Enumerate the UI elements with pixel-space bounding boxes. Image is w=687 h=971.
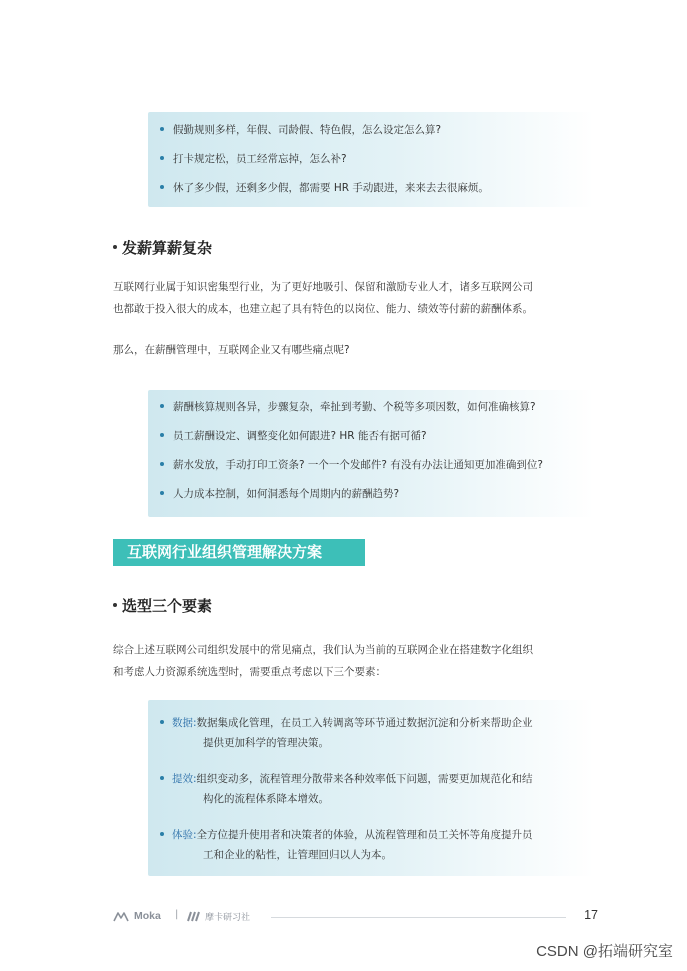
factor-key: 提效: bbox=[172, 773, 197, 785]
bullet-icon bbox=[160, 776, 164, 780]
callout-box-factors bbox=[148, 700, 594, 876]
factor-text: 数据集成化管理，在员工入转调离等环节通过数据沉淀和分析来帮助企业 bbox=[196, 717, 533, 729]
factor-key: 数据: bbox=[172, 717, 197, 729]
footer-divider bbox=[271, 917, 566, 918]
list-item-text: 休了多少假，还剩多少假，都需要 HR 手动跟进，来来去去很麻烦。 bbox=[173, 182, 489, 194]
list-item bbox=[160, 487, 399, 501]
bullet-icon bbox=[160, 156, 164, 160]
list-item bbox=[160, 123, 441, 137]
list-item bbox=[160, 429, 427, 443]
list-item-text: 员工薪酬设定、调整变化如何跟进? HR 能否有据可循? bbox=[173, 430, 427, 442]
bullet-icon bbox=[160, 404, 164, 408]
list-item-text: 薪水发放，手动打印工资条? 一个一个发邮件? 有没有办法让通知更加准确到位? bbox=[173, 459, 543, 471]
factor-text: 全方位提升使用者和决策者的体验，从流程管理和员工关怀等角度提升员 bbox=[196, 829, 533, 841]
bullet-icon bbox=[160, 491, 164, 495]
section-heading-payroll bbox=[113, 238, 212, 258]
heading-bullet-icon bbox=[113, 245, 117, 249]
list-item bbox=[160, 152, 347, 166]
paragraph-payroll-intro bbox=[113, 276, 533, 320]
paragraph-line: 那么，在薪酬管理中，互联网企业又有哪些痛点呢? bbox=[113, 344, 350, 356]
list-item-text: 人力成本控制，如何洞悉每个周期内的薪酬趋势? bbox=[173, 488, 400, 500]
paragraph-line: 也都敢于投入很大的成本，也建立起了具有特色的以岗位、能力、绩效等付薪的薪酬体系。 bbox=[113, 303, 533, 315]
page-footer bbox=[113, 906, 600, 928]
moka-lab-logo-icon bbox=[187, 911, 201, 922]
bullet-icon bbox=[160, 462, 164, 466]
footer-separator: | bbox=[175, 909, 179, 920]
bullet-icon bbox=[160, 185, 164, 189]
bullet-icon bbox=[160, 832, 164, 836]
factor-item-efficiency bbox=[160, 769, 533, 809]
paragraph-payroll-question bbox=[113, 339, 350, 361]
factor-item-experience bbox=[160, 825, 533, 865]
list-item bbox=[160, 181, 489, 195]
factor-text-continued: 构化的流程体系降本增效。 bbox=[203, 793, 329, 805]
list-item-text: 假勤规则多样，年假、司龄假、特色假，怎么设定怎么算? bbox=[173, 124, 442, 136]
bullet-icon bbox=[160, 720, 164, 724]
list-item-text: 薪酬核算规则各异，步骤复杂，牵扯到考勤、个税等多项因数，如何准确核算? bbox=[173, 401, 536, 413]
moka-lab-brand bbox=[187, 910, 250, 923]
section-heading-text: 发薪算薪复杂 bbox=[122, 239, 213, 257]
paragraph-line: 和考虑人力资源系统选型时，需要重点考虑以下三个要素： bbox=[113, 666, 386, 678]
brand-name: Moka bbox=[134, 910, 161, 922]
section-heading-text: 选型三个要素 bbox=[122, 597, 213, 615]
factor-item-data bbox=[160, 713, 533, 753]
page-number: 17 bbox=[584, 908, 598, 922]
section-heading-three-factors bbox=[113, 596, 212, 616]
callout-box-payroll-issues bbox=[148, 390, 594, 517]
moka-brand bbox=[113, 910, 161, 922]
paragraph-factors-intro bbox=[113, 639, 533, 683]
bullet-icon bbox=[160, 127, 164, 131]
section-banner-solution: 互联网行业组织管理解决方案 bbox=[113, 539, 365, 566]
moka-logo-icon bbox=[113, 911, 131, 922]
lab-name: 摩卡研习社 bbox=[205, 913, 251, 923]
bullet-icon bbox=[160, 433, 164, 437]
list-item bbox=[160, 458, 543, 472]
list-item bbox=[160, 400, 536, 414]
list-item-text: 打卡规定松，员工经常忘掉，怎么补? bbox=[173, 153, 347, 165]
factor-key: 体验: bbox=[172, 829, 197, 841]
callout-box-leave-issues bbox=[148, 112, 594, 207]
factor-text: 组织变动多，流程管理分散带来各种效率低下问题，需要更加规范化和结 bbox=[196, 773, 533, 785]
heading-bullet-icon bbox=[113, 603, 117, 607]
csdn-watermark: CSDN @拓端研究室 bbox=[536, 943, 673, 960]
factor-text-continued: 提供更加科学的管理决策。 bbox=[203, 737, 329, 749]
paragraph-line: 综合上述互联网公司组织发展中的常见痛点，我们认为当前的互联网企业在搭建数字化组织 bbox=[113, 644, 533, 656]
factor-text-continued: 工和企业的粘性，让管理回归以人为本。 bbox=[203, 849, 392, 861]
paragraph-line: 互联网行业属于知识密集型行业，为了更好地吸引、保留和激励专业人才，诸多互联网公司 bbox=[113, 281, 533, 293]
